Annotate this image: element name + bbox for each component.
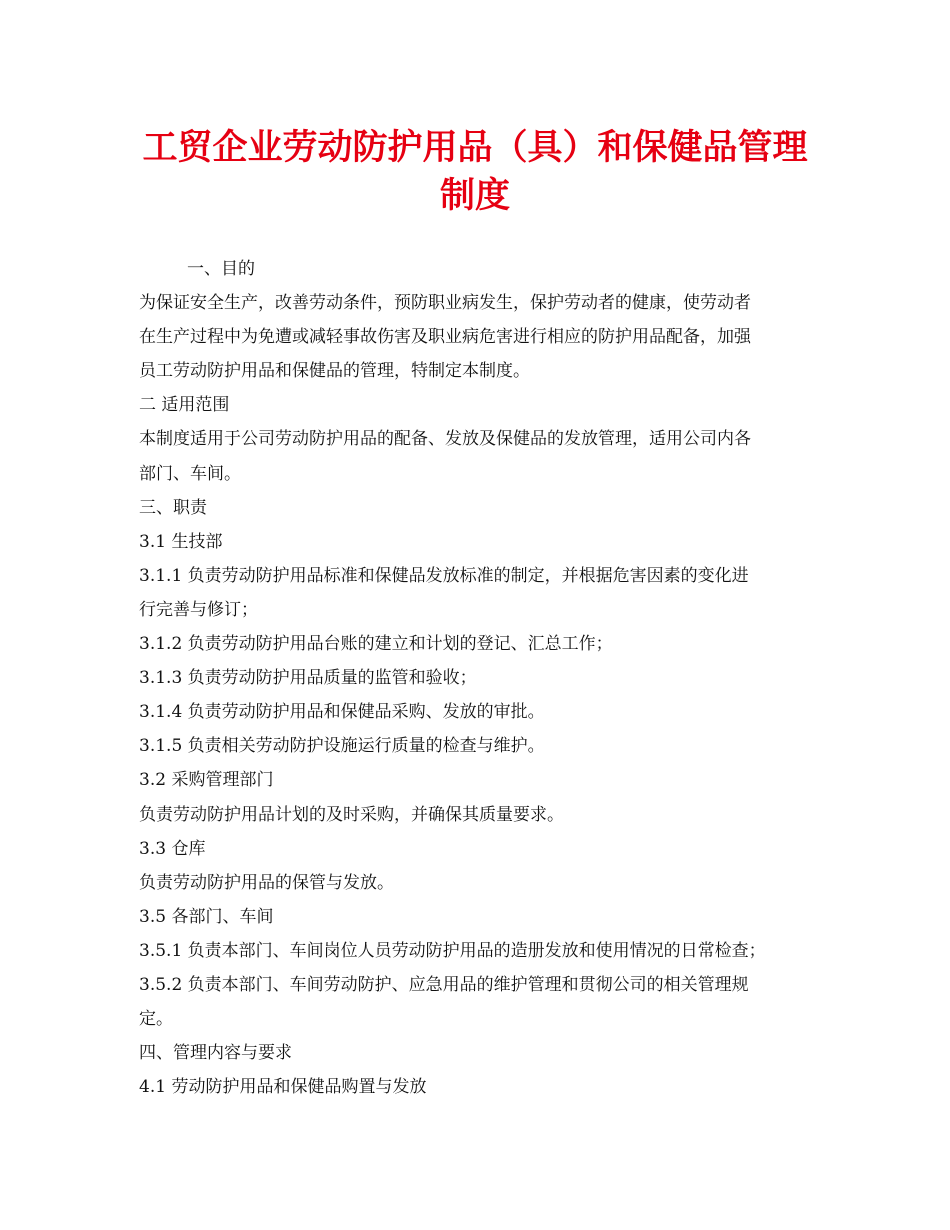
- clause-line: 3.1.5 负责相关劳动防护设施运行质量的检查与维护。: [139, 736, 545, 757]
- section-heading-purpose: 一、目的: [187, 259, 255, 279]
- clause-line: 3.1.2 负责劳动防护用品台账的建立和计划的登记、汇总工作；: [139, 634, 613, 655]
- clause-line: 3.5.1 负责本部门、车间岗位人员劳动防护用品的造册发放和使用情况的日常检查；: [139, 940, 766, 961]
- clause-line: 3.1.4 负责劳动防护用品和保健品采购、发放的审批。: [139, 702, 545, 723]
- clause-line: 3.1.3 负责劳动防护用品质量的监管和验收；: [139, 668, 477, 689]
- section-heading-scope: 二 适用范围: [139, 395, 230, 416]
- paragraph-line: 为保证安全生产，改善劳动条件，预防职业病发生，保护劳动者的健康，使劳动者: [139, 293, 751, 314]
- clause-line: 定。: [139, 1009, 173, 1030]
- paragraph-line: 本制度适用于公司劳动防护用品的配备、发放及保健品的发放管理，适用公司内各: [139, 429, 751, 450]
- section-heading-management: 四、管理内容与要求: [139, 1043, 292, 1064]
- clause-line: 行完善与修订；: [139, 599, 258, 620]
- paragraph-line: 员工劳动防护用品和保健品的管理，特制定本制度。: [139, 361, 530, 382]
- clause-line: 3.1.1 负责劳动防护用品标准和保健品发放标准的制定，并根据危害因素的变化进: [139, 565, 749, 586]
- subsection-heading: 3.1 生技部: [139, 531, 223, 552]
- clause-line: 负责劳动防护用品计划的及时采购，并确保其质量要求。: [139, 804, 564, 825]
- subsection-heading: 4.1 劳动防护用品和保健品购置与发放: [139, 1077, 427, 1098]
- document-body: [139, 252, 829, 1104]
- paragraph-line: 部门、车间。: [139, 463, 241, 484]
- clause-line: 负责劳动防护用品的保管与发放。: [139, 872, 394, 893]
- document-title-line-1: 工贸企业劳动防护用品（具）和保健品管理: [142, 127, 808, 168]
- paragraph-line: 在生产过程中为免遭或减轻事故伤害及职业病危害进行相应的防护用品配备，加强: [139, 327, 751, 348]
- subsection-heading: 3.2 采购管理部门: [139, 770, 274, 791]
- clause-line: 3.5.2 负责本部门、车间劳动防护、应急用品的维护管理和贯彻公司的相关管理规: [139, 974, 749, 995]
- subsection-heading: 3.5 各部门、车间: [139, 906, 274, 927]
- document-title-line-2: 制度: [439, 175, 510, 216]
- subsection-heading: 3.3 仓库: [139, 838, 206, 859]
- section-heading-duties: 三、职责: [139, 497, 207, 518]
